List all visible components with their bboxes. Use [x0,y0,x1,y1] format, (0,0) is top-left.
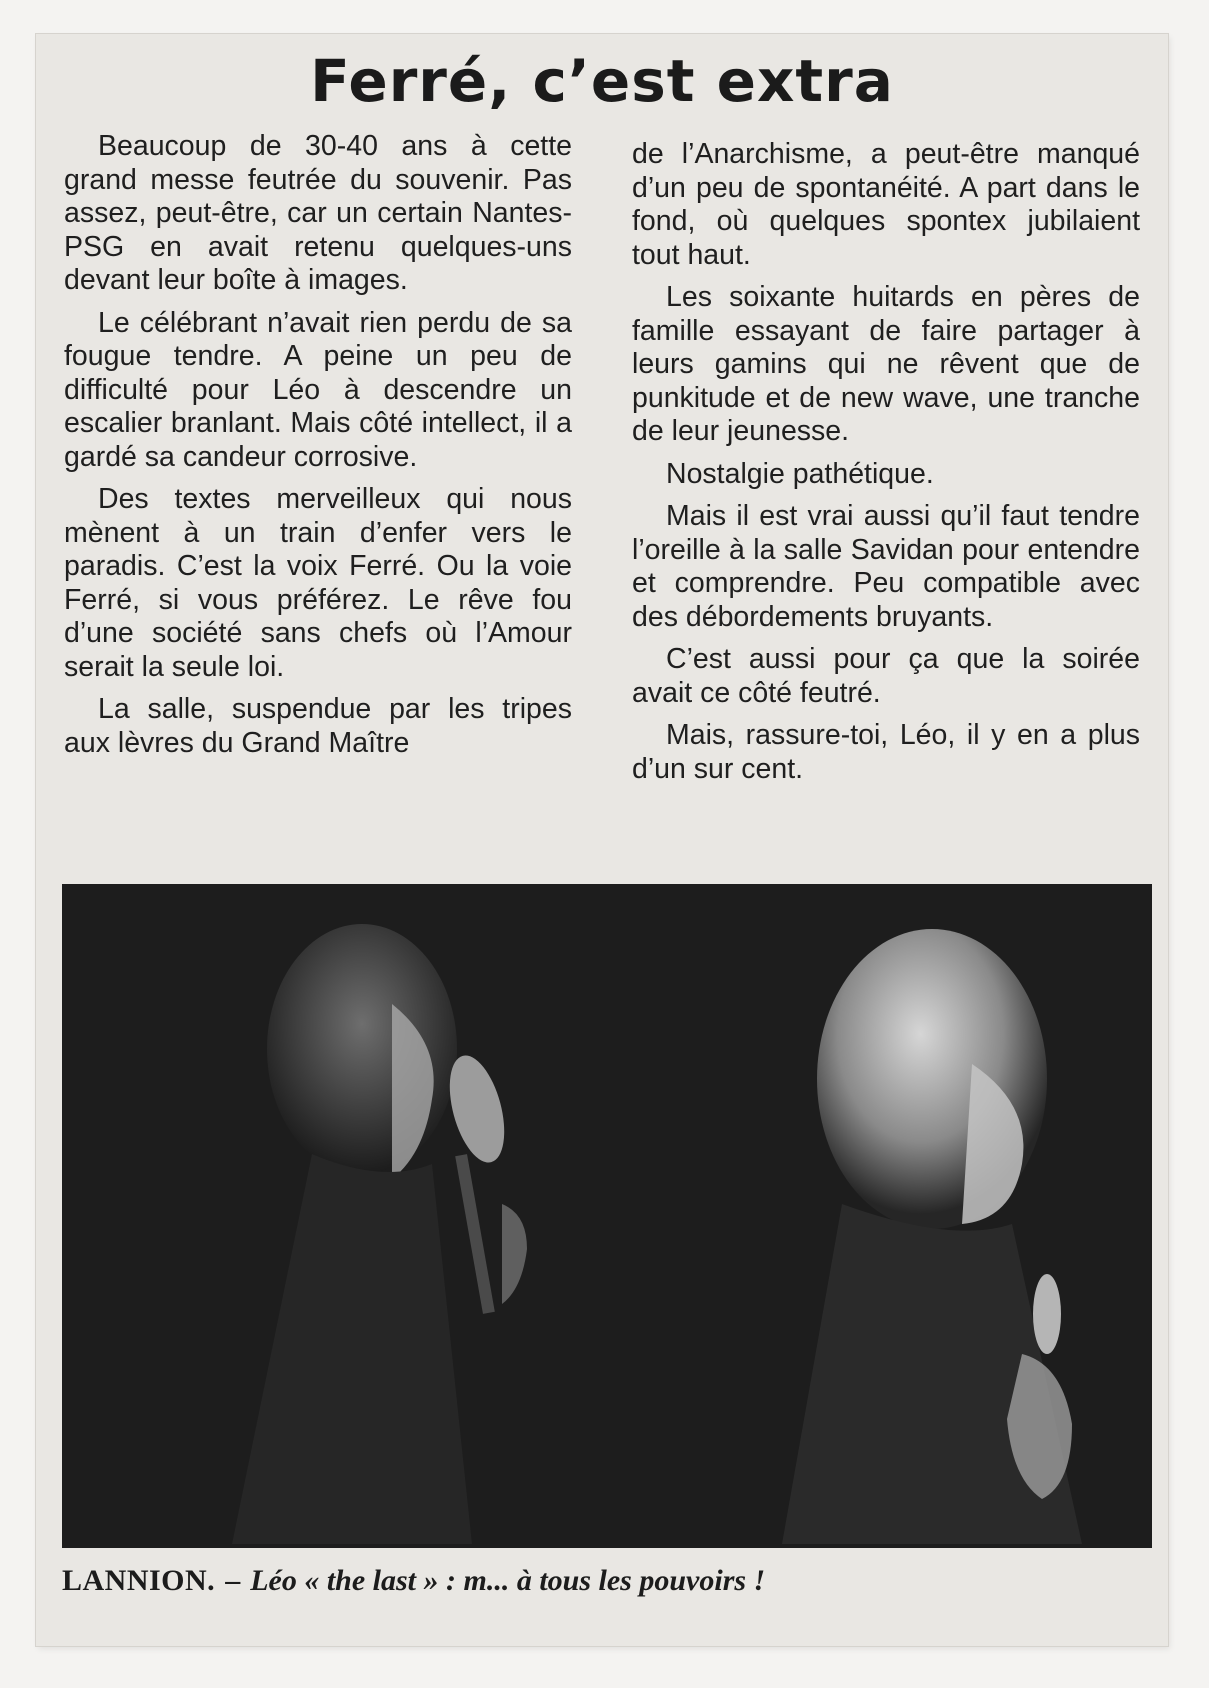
right-paragraph: Nostalgie pathétique. [666,457,934,490]
caption-dash: – [225,1564,241,1597]
concert-photo [62,884,1152,1548]
left-column [64,130,572,769]
caption-place: LANNION. [62,1564,216,1597]
right-paragraph: C’est aussi pour ça que la soirée avait ce côté feutré. [632,643,1140,709]
right-column [632,138,1140,795]
photo-caption [62,1564,1152,1598]
left-paragraph: Beaucoup de 30-40 ans à cette grand messe feutrée du souvenir. Pas assez, peut-être, car un certain Nantes-PSG en avait retenu quelques-uns devant leur boîte à images. [64,130,572,296]
left-paragraph: La salle, suspendue par les tripes aux lèvres du Grand Maître [64,693,572,759]
right-paragraph: Mais il est vrai aussi qu’il faut tendre l’oreille à la salle Savidan pour entendre et comprendre. Peu compatible avec des débordements bruyants. [632,500,1140,633]
headline: Ferré, c’est extra [310,47,894,115]
left-paragraph: Le célébrant n’avait rien perdu de sa fougue tendre. A peine un peu de difficulté pour Léo à descendre un escalier branlant. Mais côté intellect, il a gardé sa candeur corrosive. [64,306,572,473]
caption-text: Léo « the last » : m... à tous les pouvoirs ! [250,1564,766,1597]
right-paragraph: Mais, rassure-toi, Léo, il y en a plus d’un sur cent. [632,719,1140,785]
right-paragraph-continuation: de l’Anarchisme, a peut-être manqué d’un peu de spontanéité. A part dans le fond, où quelques spontex jubilaient tout haut. [632,138,1140,271]
left-paragraph: Des textes merveilleux qui nous mènent à un train d’enfer vers le paradis. C’est la voix Ferré. Ou la voie Ferré, si vous préférez. Le rêve fou d’une société sans chefs où l’Amour serait la seule loi. [64,483,572,683]
newspaper-clipping [36,34,1168,1646]
right-paragraph: Les soixante huitards en pères de famille essayant de faire partager à leurs gamins qui ne rêvent que de punkitude et de new wave, une tranche de leur jeunesse. [632,281,1140,447]
photograph-two-men-with-microphones [62,884,1152,1548]
